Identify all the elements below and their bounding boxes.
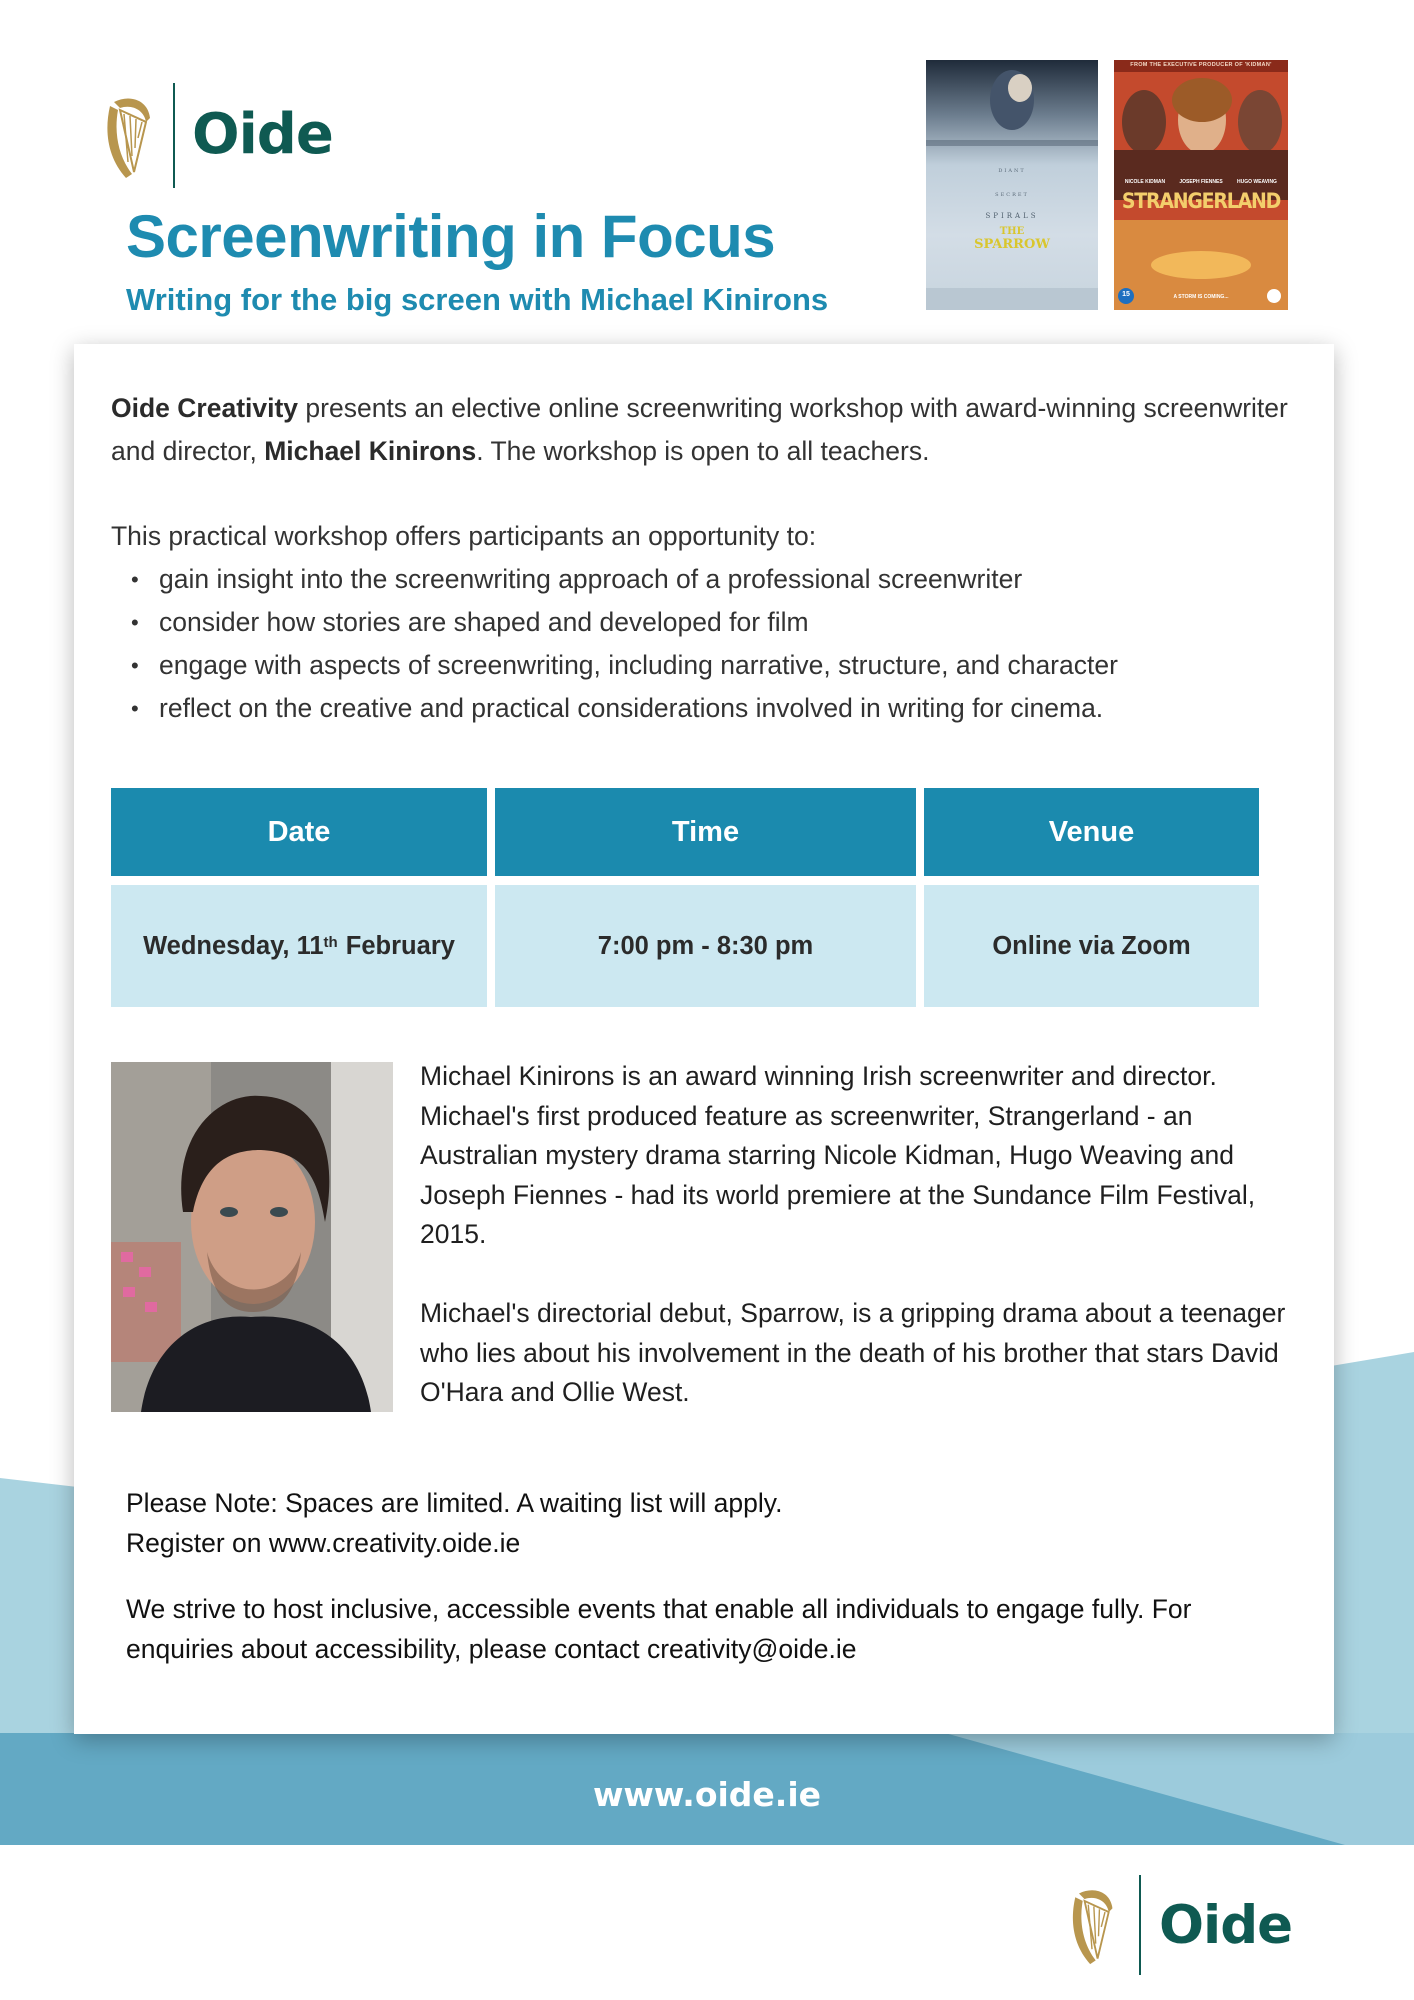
speaker-photo-art <box>111 1062 393 1412</box>
strangerland-cast-name: HUGO WEAVING <box>1237 179 1277 185</box>
table-cell-venue: Online via Zoom <box>924 885 1259 1007</box>
footer-url[interactable]: www.oide.ie <box>592 1775 822 1814</box>
table-cell-date <box>111 885 487 1007</box>
table-header-time: Time <box>495 788 916 876</box>
intro-text: . The workshop is open to all teachers. <box>476 436 930 466</box>
strangerland-footer: A STORM IS COMING... <box>1173 294 1229 300</box>
intro-paragraph <box>111 387 1291 473</box>
intro-org: Oide Creativity <box>111 393 299 423</box>
sparrow-poster <box>926 60 1098 310</box>
date-prefix: Wednesday, 11 <box>143 931 324 960</box>
table-header-date: Date <box>111 788 487 876</box>
intro-text: presents an elective online screenwriting workshop with award-winning screenwriter and director, <box>111 393 1288 466</box>
speaker-photo <box>111 1062 393 1412</box>
registration-note <box>126 1484 1296 1563</box>
list-item: • gain insight into the screenwriting approach of a professional screenwriter <box>111 558 1291 601</box>
strangerland-title: STRANGERLAND <box>1121 189 1281 213</box>
date-ordinal: th <box>323 933 338 951</box>
register-note: Register on www.creativity.oide.ie <box>126 1527 521 1558</box>
workshop-bullets <box>111 558 1291 730</box>
strangerland-cast-name: NICOLE KIDMAN <box>1124 179 1166 185</box>
date-month: February <box>338 931 455 960</box>
speaker-bio <box>420 1057 1300 1452</box>
oide-logo-text: Oide <box>192 102 333 167</box>
bio-paragraph: Michael Kinirons is an award winning Irish screenwriter and director. Michael's first produced feature as screenwriter, Strangerland - an Australian mystery drama starring Nicole Kidman, Hugo Weaving and Joseph Fiennes - had its world premiere at the Sundance Film Festival, 2015. <box>420 1061 1256 1249</box>
table-header-venue: Venue <box>924 788 1259 876</box>
workshop-lead: This practical workshop offers participants an opportunity to: <box>111 521 817 551</box>
footer-oide-logo-text: Oide <box>1159 1895 1293 1956</box>
table-cell-time: 7:00 pm - 8:30 pm <box>495 885 916 1007</box>
strangerland-cast-name: JOSEPH FIENNES <box>1179 179 1223 185</box>
list-item: • reflect on the creative and practical considerations involved in writing for cinema. <box>111 687 1291 730</box>
sparrow-small-line: DIANT <box>998 168 1026 174</box>
bio-paragraph: Michael's directorial debut, Sparrow, is a gripping drama about a teenager who lies about his involvement in the death of his brother that stars David O'Hara and Ollie West. <box>420 1298 1286 1407</box>
accessibility-note: We strive to host inclusive, accessible events that enable all individuals to engage fully. For enquiries about accessibility, please contact creativity@oide.ie <box>126 1594 1192 1664</box>
sparrow-small-line: SECRET <box>995 192 1029 198</box>
strangerland-poster-art <box>1114 60 1288 310</box>
page-title: Screenwriting in Focus <box>126 203 776 270</box>
sparrow-poster-art <box>926 60 1098 310</box>
logo-divider <box>173 83 175 188</box>
list-item: • consider how stories are shaped and developed for film <box>111 601 1291 644</box>
sparrow-title-line1: THE <box>999 226 1025 237</box>
strangerland-poster <box>1114 60 1288 310</box>
strangerland-rating: 15 <box>1122 291 1130 298</box>
intro-name: Michael Kinirons <box>264 436 477 466</box>
footer-harp-logo-icon <box>1066 1884 1118 1968</box>
content-card <box>74 344 1334 1734</box>
footer-logo-divider <box>1139 1875 1141 1975</box>
spaces-note: Please Note: Spaces are limited. A waiting list will apply. <box>126 1488 783 1518</box>
page-subtitle: Writing for the big screen with Michael Kinirons <box>126 282 829 317</box>
sparrow-small-line: SPIRALS <box>985 212 1039 220</box>
sparrow-title-line2: SPARROW <box>974 237 1050 252</box>
strangerland-tagline: FROM THE EXECUTIVE PRODUCER OF 'KIDMAN' <box>1130 62 1272 68</box>
list-item: • engage with aspects of screenwriting, including narrative, structure, and character <box>111 644 1291 687</box>
harp-logo-icon <box>100 92 156 182</box>
